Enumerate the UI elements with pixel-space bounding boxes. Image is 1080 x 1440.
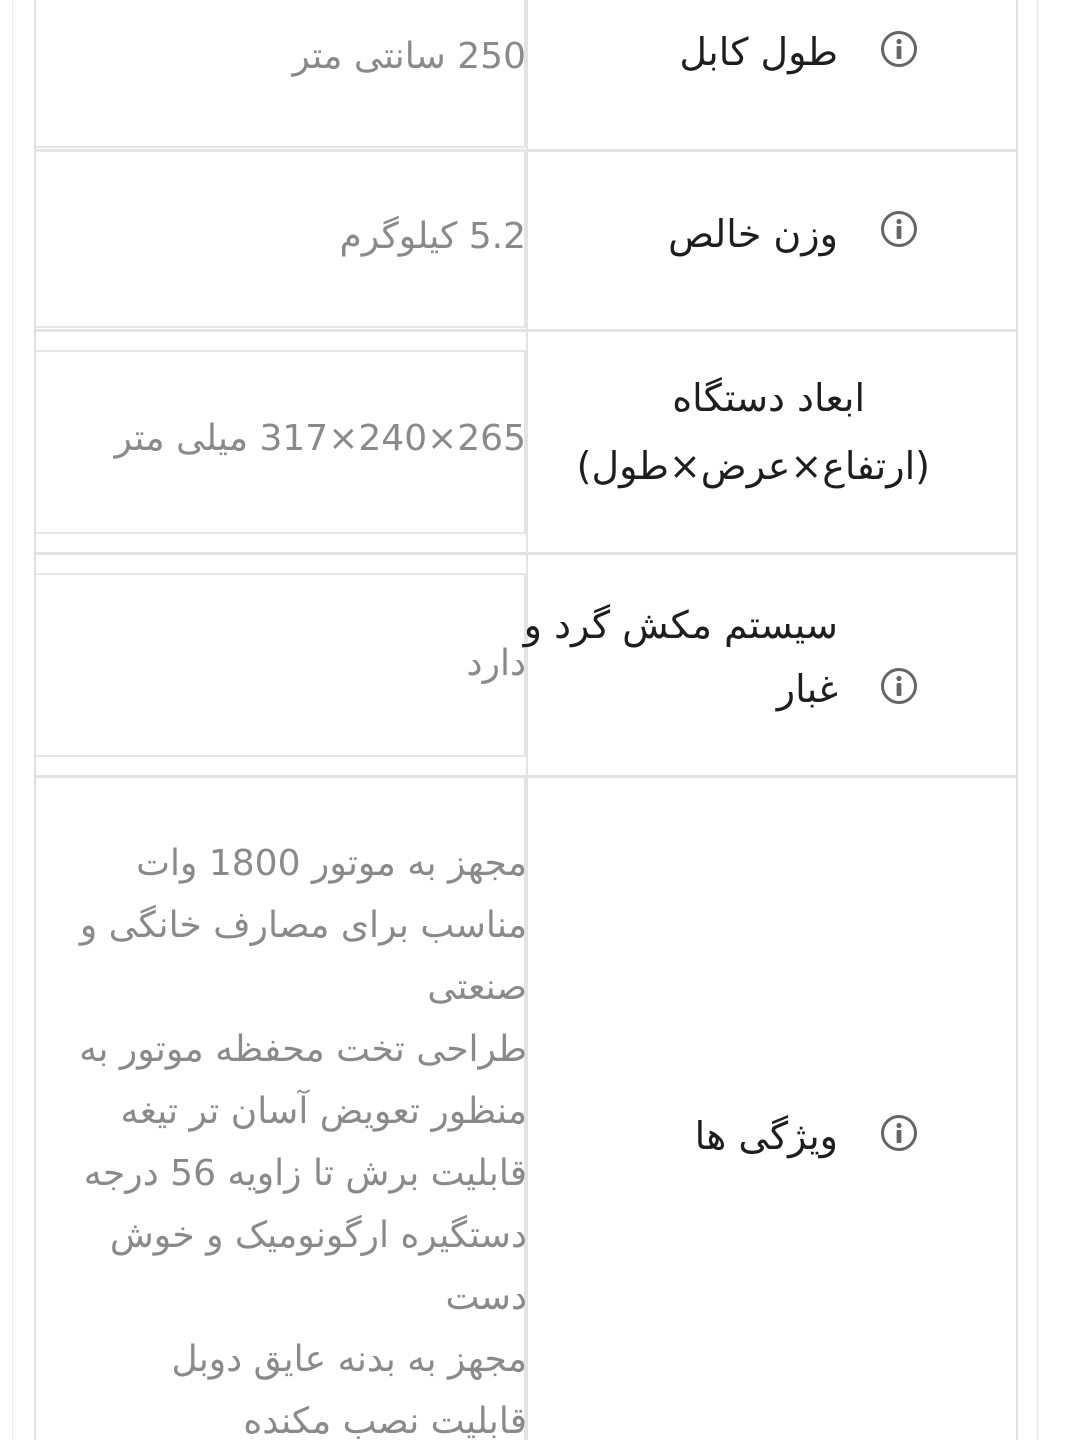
spec-value: دارد [466,643,526,684]
spec-label: طول کابل [679,30,838,74]
feature-line: قابلیت نصب مکنده [243,1401,527,1440]
feature-line: قابلیت برش تا زاویه 56 درجه [83,1153,527,1194]
info-circle-icon[interactable] [880,1114,918,1152]
feature-line: منظور تعویض آسان تر تیغه [120,1091,527,1132]
info-circle-icon[interactable] [880,667,918,705]
page-edge-right [1036,0,1039,1440]
spec-label-cell [523,555,1016,775]
specs-table [34,0,1018,1440]
feature-line: دستگیره ارگونومیک و خوش [109,1215,527,1256]
spec-label-line: غبار [776,667,838,711]
feature-line: صنعتی [427,967,527,1008]
spec-value-cell [36,573,526,757]
info-circle-icon[interactable] [880,30,918,68]
spec-value: 5.2 کیلوگرم [339,216,526,257]
spec-label: ویژگی ها [694,1114,838,1158]
feature-line: مجهز به موتور 1800 وات [136,843,527,884]
feature-line: دست [445,1277,527,1318]
spec-row-cable-length [36,0,1016,152]
feature-line: مجهز به بدنه عایق دوبل [171,1339,527,1380]
spec-value: 250 سانتی متر [292,36,526,77]
spec-label-line: سیستم مکش گرد و [523,603,838,647]
spec-value: 265×240×317 میلی متر [114,418,526,459]
spec-label: وزن خالص [668,212,838,256]
info-circle-icon[interactable] [880,210,918,248]
spec-row-dimensions [36,332,1016,555]
page-edge-left [12,0,13,1440]
features-list [77,833,527,1440]
spec-row-net-weight [36,152,1016,332]
spec-label-line: (ارتفاع×عرض×طول) [576,444,930,488]
feature-line: مناسب برای مصارف خانگی و [79,905,527,946]
spec-label-line: ابعاد دستگاه [672,376,865,420]
feature-line: طراحی تخت محفظه موتور به [79,1029,527,1070]
spec-row-dust-extraction [36,555,1016,778]
